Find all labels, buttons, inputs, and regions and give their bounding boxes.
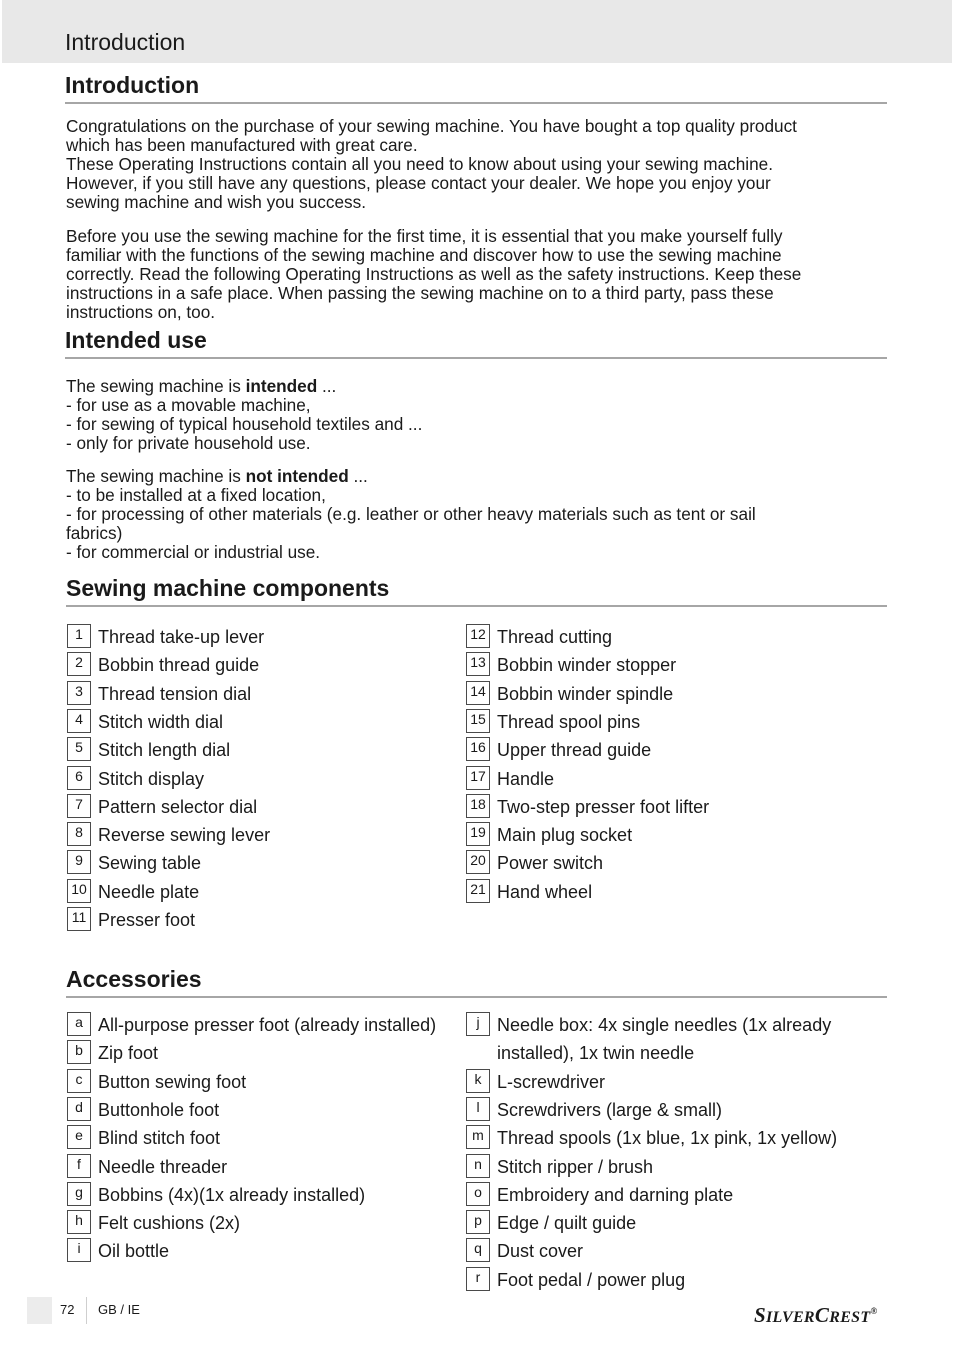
- intended-block: [66, 377, 888, 453]
- item-number: 13: [470, 654, 486, 671]
- item-label: Needle threader: [98, 1156, 228, 1177]
- text-line: correctly. Read the following Operating Instructions as well as the safety instructions. Keep these: [66, 264, 802, 284]
- item-label: Presser foot: [98, 910, 196, 930]
- item-number-box: [67, 681, 91, 705]
- not-intended-suffix: ...: [348, 466, 368, 486]
- not-intended-intro: [66, 467, 888, 486]
- item-number: 8: [75, 824, 83, 841]
- logo-letter: C: [814, 1303, 830, 1327]
- item-number-box: [466, 1238, 490, 1262]
- item-number-box: [466, 766, 490, 790]
- item-number-box: [466, 1069, 490, 1093]
- item-number-box: [466, 822, 490, 846]
- item-number: f: [77, 1155, 81, 1172]
- item-number-box: [67, 1040, 91, 1064]
- text-line: However, if you still have any questions, please contact your dealer. We hope you enjoy your: [66, 173, 771, 193]
- item-number-box: [67, 766, 91, 790]
- item-number: g: [75, 1183, 83, 1200]
- item-number-box: [67, 879, 91, 903]
- intended-item: - only for private household use.: [66, 433, 311, 453]
- item-label: Pattern selector dial: [98, 796, 258, 817]
- item-label-continued: installed), 1x twin needle: [497, 1043, 695, 1063]
- intended-use-heading: Intended use: [65, 326, 887, 359]
- item-number-box: [466, 879, 490, 903]
- item-number: o: [474, 1183, 482, 1200]
- item-number-box: [466, 1012, 490, 1036]
- item-number-box: [466, 681, 490, 705]
- text-line: which has been manufactured with great care.: [66, 135, 418, 155]
- footer-divider: [86, 1297, 87, 1324]
- introduction-heading: Introduction: [65, 71, 887, 104]
- item-number: m: [472, 1127, 484, 1144]
- item-number: i: [77, 1240, 81, 1257]
- language-code: GB / IE: [98, 1302, 140, 1317]
- item-number-box: [67, 1238, 91, 1262]
- item-label: Bobbins (4x)(1x already installed): [98, 1184, 366, 1205]
- item-number: 1: [75, 626, 83, 642]
- page-number: 72: [60, 1302, 75, 1317]
- item-label: All-purpose presser foot (already installed): [98, 1015, 437, 1035]
- intended-prefix: The sewing machine is: [66, 376, 246, 396]
- text-line: These Operating Instructions contain all you need to know about using your sewing machine.: [66, 154, 774, 174]
- item-label: Stitch ripper / brush: [497, 1156, 654, 1177]
- intended-intro: [66, 377, 888, 396]
- item-number: 18: [470, 795, 486, 812]
- item-number-box: [67, 709, 91, 733]
- item-number-box: [67, 1012, 91, 1036]
- item-number: 12: [470, 626, 486, 642]
- text-line: instructions in a safe place. When passing the sewing machine on to a third party, pass these: [66, 283, 774, 303]
- item-label: Thread take-up lever: [98, 627, 265, 647]
- item-number: l: [476, 1098, 480, 1115]
- item-number-box: [67, 1154, 91, 1178]
- text-line: sewing machine and wish you success.: [66, 192, 366, 212]
- item-number: j: [476, 1014, 480, 1030]
- item-number-box: [466, 1182, 490, 1206]
- item-number-box: [67, 1210, 91, 1234]
- item-number-box: [466, 1154, 490, 1178]
- not-intended-item: fabrics): [66, 523, 123, 543]
- item-number: 14: [470, 682, 486, 699]
- item-number: h: [75, 1212, 83, 1229]
- item-number-box: [67, 1125, 91, 1149]
- item-label: Blind stitch foot: [98, 1128, 221, 1149]
- footer-page-marker: [27, 1297, 52, 1324]
- item-number: 19: [470, 824, 486, 841]
- item-number: 11: [71, 909, 87, 925]
- item-label: Stitch width dial: [98, 711, 224, 732]
- item-number: 6: [75, 767, 83, 784]
- item-label: Bobbin winder spindle: [497, 683, 674, 704]
- item-label: Power switch: [497, 853, 604, 874]
- text-line: instructions on, too.: [66, 302, 216, 322]
- item-number: p: [474, 1212, 482, 1229]
- item-number-box: [466, 1267, 490, 1291]
- item-label: Dust cover: [497, 1241, 584, 1262]
- item-number: b: [75, 1042, 83, 1059]
- item-label: Embroidery and darning plate: [497, 1184, 734, 1205]
- logo-letters: ILVER: [765, 1309, 815, 1326]
- item-label: Sewing table: [98, 853, 202, 874]
- intended-item: - for use as a movable machine,: [66, 395, 311, 415]
- item-number-box: [67, 652, 91, 676]
- header-section-title: Introduction: [65, 29, 186, 55]
- introduction-paragraph-2: [66, 227, 888, 322]
- item-label: Edge / quilt guide: [497, 1213, 637, 1234]
- item-label: L-screwdriver: [497, 1071, 606, 1092]
- not-intended-bold: not intended: [245, 466, 349, 486]
- item-number-box: [466, 850, 490, 874]
- not-intended-prefix: The sewing machine is: [66, 466, 246, 486]
- text-line: Congratulations on the purchase of your sewing machine. You have bought a top quality product: [66, 116, 797, 136]
- intended-suffix: ...: [317, 376, 337, 396]
- item-label: Thread cutting: [497, 627, 613, 647]
- text-line: Before you use the sewing machine for the first time, it is essential that you make yourself fully: [66, 226, 783, 246]
- item-label: Button sewing foot: [98, 1071, 247, 1092]
- not-intended-item: - for commercial or industrial use.: [66, 542, 321, 562]
- accessories-heading: Accessories: [66, 965, 887, 998]
- text-line: familiar with the functions of the sewing machine and discover how to use the sewing machine: [66, 245, 782, 265]
- item-label: Oil bottle: [98, 1241, 170, 1262]
- item-label: Thread tension dial: [98, 683, 252, 704]
- item-number: c: [75, 1070, 83, 1087]
- item-label: Handle: [497, 768, 555, 789]
- item-number-box: [67, 1182, 91, 1206]
- not-intended-block: [66, 467, 888, 562]
- item-number-box: [67, 850, 91, 874]
- item-label: Needle box: 4x single needles (1x already: [497, 1015, 832, 1035]
- item-label: Hand wheel: [497, 881, 593, 902]
- item-number-box: [466, 652, 490, 676]
- item-label: Reverse sewing lever: [98, 825, 271, 846]
- item-number: 21: [470, 880, 486, 897]
- item-number: 15: [470, 710, 486, 727]
- item-label: Felt cushions (2x): [98, 1213, 241, 1234]
- item-number: 16: [470, 739, 486, 756]
- item-number-box: [466, 1125, 490, 1149]
- item-number-box: [67, 907, 91, 931]
- item-number: 7: [75, 795, 83, 812]
- item-label: Upper thread guide: [497, 740, 652, 761]
- item-number-box: [466, 1210, 490, 1234]
- item-number: q: [474, 1240, 482, 1257]
- item-number-box: [67, 624, 91, 648]
- item-label: Stitch display: [98, 768, 205, 789]
- item-label: Two-step presser foot lifter: [497, 796, 710, 817]
- item-number-box: [466, 1097, 490, 1121]
- item-label: Bobbin thread guide: [98, 655, 260, 676]
- item-number: d: [75, 1098, 83, 1115]
- components-heading: Sewing machine components: [66, 574, 887, 607]
- item-label: Main plug socket: [497, 825, 633, 846]
- item-label: Needle plate: [98, 881, 200, 902]
- item-number: a: [75, 1014, 83, 1030]
- item-label: Zip foot: [98, 1043, 159, 1064]
- item-label: Foot pedal / power plug: [497, 1269, 686, 1290]
- item-label: Thread spool pins: [497, 711, 641, 732]
- header-band: [2, 0, 952, 63]
- logo-letter: S: [754, 1303, 766, 1327]
- item-label: Stitch length dial: [98, 740, 231, 761]
- item-number-box: [466, 709, 490, 733]
- intended-bold: intended: [245, 376, 318, 396]
- logo-letters: REST: [829, 1309, 871, 1326]
- item-number: 9: [75, 852, 83, 869]
- item-number-box: [466, 794, 490, 818]
- item-number: 10: [71, 880, 87, 897]
- item-number-box: [67, 1069, 91, 1093]
- item-label: Thread spools (1x blue, 1x pink, 1x yellow): [497, 1128, 838, 1149]
- item-label: Bobbin winder stopper: [497, 655, 677, 676]
- item-number: k: [474, 1070, 482, 1087]
- introduction-paragraph-1: [66, 117, 888, 212]
- item-number-box: [67, 794, 91, 818]
- item-number: r: [475, 1268, 481, 1285]
- item-number: 5: [75, 739, 83, 756]
- item-label: Buttonhole foot: [98, 1099, 220, 1120]
- item-number: 17: [470, 767, 486, 784]
- intended-item: - for sewing of typical household textiles and ...: [66, 414, 423, 434]
- item-number: 2: [75, 654, 83, 671]
- item-number-box: [466, 624, 490, 648]
- item-number-box: [67, 1097, 91, 1121]
- item-label: Screwdrivers (large & small): [497, 1099, 723, 1120]
- registered-mark: ®: [870, 1306, 878, 1316]
- not-intended-item: - to be installed at a fixed location,: [66, 485, 326, 505]
- item-number: 20: [470, 852, 486, 869]
- item-number: n: [474, 1155, 482, 1172]
- item-number: e: [75, 1127, 83, 1144]
- item-number-box: [67, 737, 91, 761]
- silvercrest-logo: [754, 1303, 877, 1328]
- item-number-box: [67, 822, 91, 846]
- not-intended-item: - for processing of other materials (e.g. leather or other heavy materials such as tent or sail: [66, 504, 756, 524]
- item-number: 3: [75, 682, 83, 699]
- item-number: 4: [75, 710, 83, 727]
- item-number-box: [466, 737, 490, 761]
